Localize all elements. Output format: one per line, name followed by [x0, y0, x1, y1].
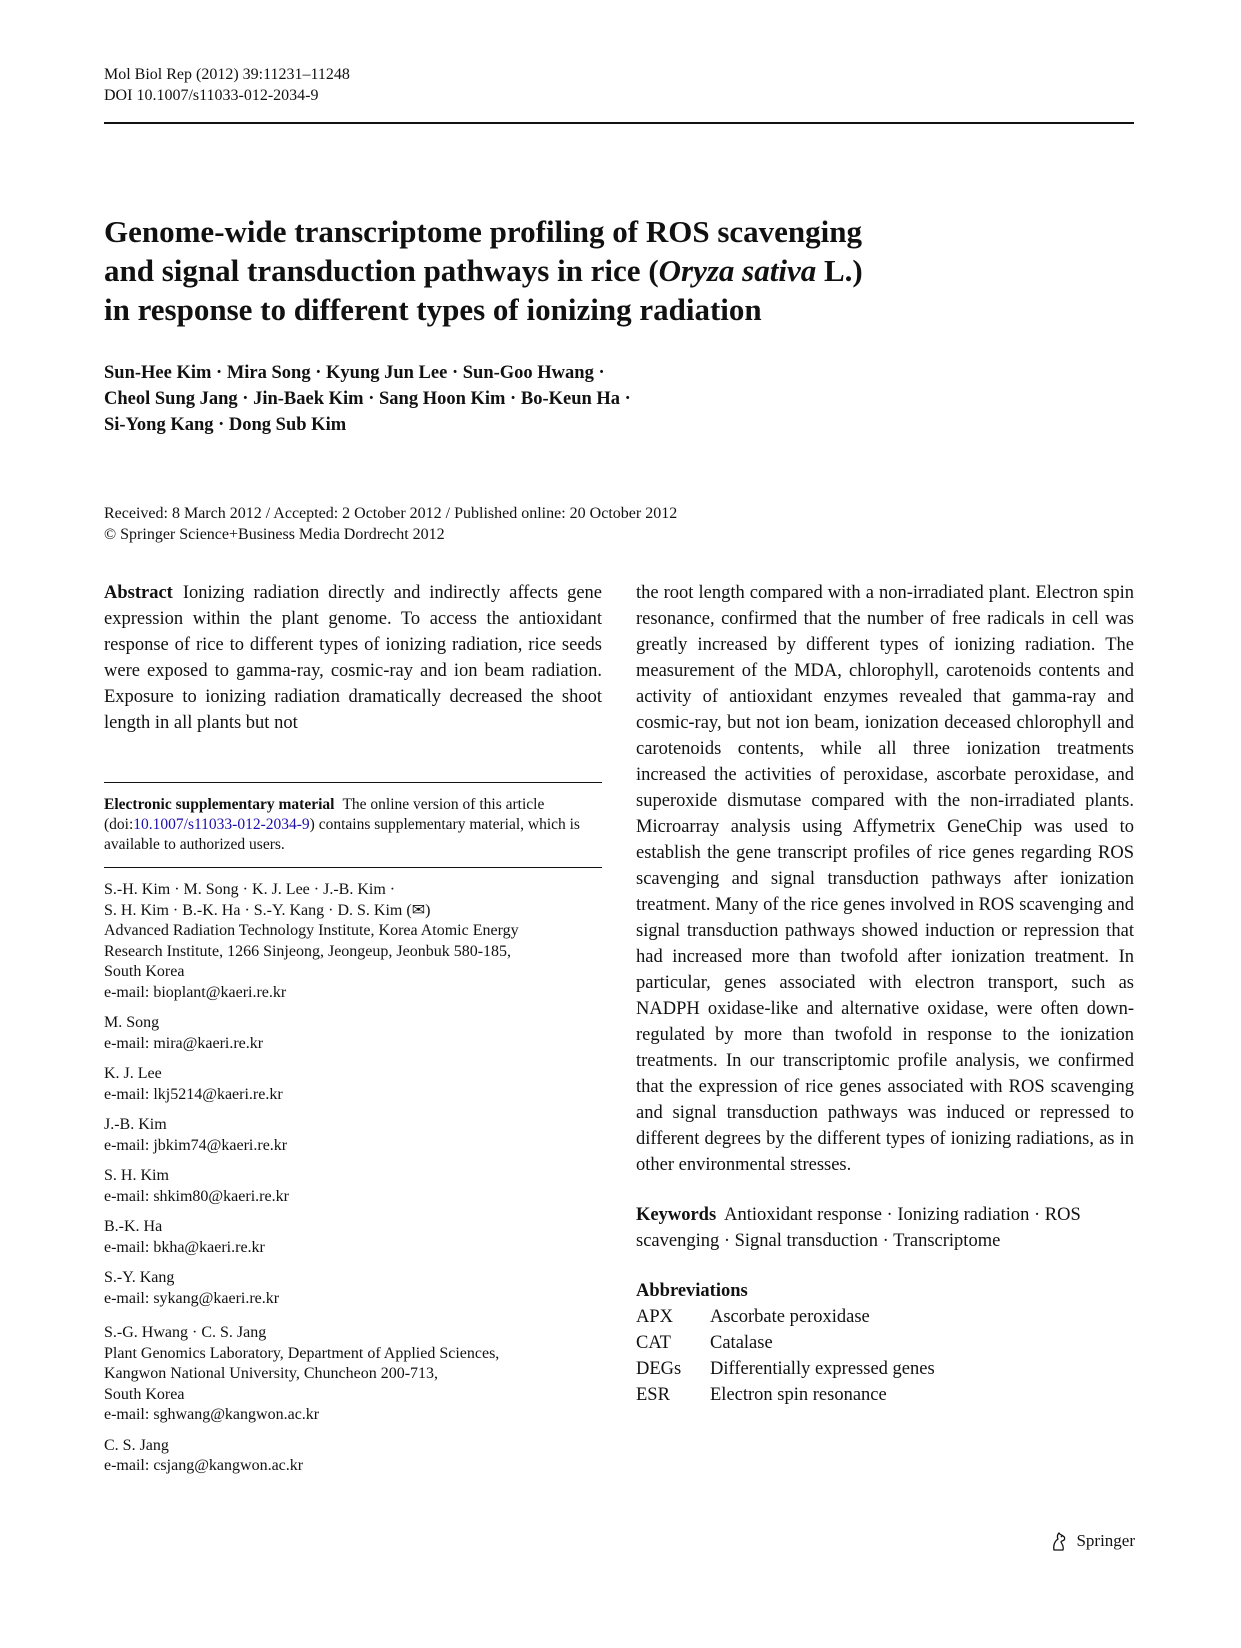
- esm-doi-link[interactable]: 10.1007/s11033-012-2034-9: [133, 816, 310, 833]
- title-line-1: Genome-wide transcriptome profiling of ROS scavenging: [104, 214, 863, 249]
- abbreviations: [636, 1278, 1134, 1408]
- esm-label: Electronic supplementary material: [104, 796, 335, 813]
- header-rule: [104, 122, 1134, 124]
- affiliation-inst-3: South Korea: [104, 1385, 185, 1403]
- abbreviation-full: Electron spin resonance: [710, 1385, 887, 1405]
- contact-email[interactable]: e-mail: shkim80@kaeri.re.kr: [104, 1187, 289, 1205]
- authors-line-3: Si-Yong Kang · Dong Sub Kim: [104, 415, 347, 435]
- abstract-label: Abstract: [104, 583, 173, 603]
- esm-text-b: ) contains supplementary material, which is available to authorized users.: [104, 816, 580, 853]
- abbreviation-key: ESR: [636, 1385, 670, 1405]
- affiliation-inst-1: Advanced Radiation Technology Institute, Korea Atomic Energy: [104, 922, 519, 939]
- contact-jang: [104, 1436, 602, 1477]
- abstract-right: the root length compared with a non-irradiated plant. Electron spin resonance, confirmed that the number of free radicals in cell was greatly increased by different types of ionizing radiation. The measurement of the MDA, chlorophyll, carotenoids contents and activity of antioxidant enzymes revealed that gamma-ray and cosmic-ray, but not ion beam, ionization deceased chlorophyll and carotenoids contents, while all three ionization treatments increased the activities of peroxidase, ascorbate peroxidase, and superoxide dismutase compared with the non-irradiated plants. Microarray analysis using Affymetrix GeneChip was used to establish the gene transcript profiles of rice genes regarding ROS scavenging and signal transduction pathways after ionization treatment. Many of the rice genes involved in ROS scavenging and signal transduction pathways showed induction or repression that had increased more than twofold after ionization treatment. In particular, genes associated with electron transport, such as NADPH oxidase-like and alternative oxidase, were often down-regulated by more than twofold in response to the ionization treatments. In our transcriptomic profile analysis, we confirmed that the expression of rice genes associated with ROS scavenging and signal transduction pathways was induced or repressed to different degrees by the different types of ionizing radiations, as in other environmental stresses.: [636, 583, 1134, 1175]
- esm-text-a: The online version of this article (doi:: [104, 796, 545, 833]
- contact-email[interactable]: e-mail: lkj5214@kaeri.re.kr: [104, 1085, 283, 1103]
- publication-history: [104, 503, 677, 545]
- contact-name: C. S. Jang: [104, 1436, 169, 1454]
- journal-reference: [104, 64, 350, 106]
- copyright: © Springer Science+Business Media Dordrecht 2012: [104, 526, 445, 543]
- contact-name: M. Song: [104, 1014, 160, 1031]
- affiliation-names: S.-G. Hwang · C. S. Jang: [104, 1324, 267, 1341]
- contact-name: S. H. Kim: [104, 1167, 169, 1184]
- affiliation-main: [104, 880, 602, 1003]
- title-species: Oryza sativa: [658, 253, 817, 288]
- affiliation-second: [104, 1323, 602, 1426]
- abbreviation-row: [636, 1330, 1134, 1356]
- abbreviation-row: [636, 1356, 1134, 1382]
- contact-song: [104, 1013, 602, 1054]
- contact-email[interactable]: e-mail: csjang@kangwon.ac.kr: [104, 1457, 304, 1474]
- abstract-left: [104, 580, 602, 736]
- abbreviation-key: DEGs: [636, 1359, 682, 1379]
- authors-line-1: Sun-Hee Kim · Mira Song · Kyung Jun Lee · Sun-Goo Hwang ·: [104, 363, 605, 383]
- abbreviation-row: [636, 1382, 1134, 1408]
- contact-name: K. J. Lee: [104, 1065, 162, 1082]
- affiliation-email[interactable]: e-mail: sghwang@kangwon.ac.kr: [104, 1406, 320, 1423]
- right-column: [636, 580, 1134, 1408]
- abbreviation-row: [636, 1304, 1134, 1330]
- contact-name: S.-Y. Kang: [104, 1269, 175, 1286]
- left-column: [104, 580, 602, 1487]
- contact-ha: [104, 1217, 602, 1258]
- affiliation-inst-2: Research Institute, 1266 Sinjeong, Jeongeup, Jeonbuk 580-185,: [104, 942, 512, 960]
- contact-name: J.-B. Kim: [104, 1116, 167, 1133]
- affiliation-inst-1: Plant Genomics Laboratory, Department of Applied Sciences,: [104, 1344, 500, 1362]
- contact-name: B.-K. Ha: [104, 1218, 163, 1235]
- publisher-mark: [1048, 1530, 1135, 1552]
- esm-rule-top: [104, 782, 602, 783]
- title-line-2-b: L.): [816, 253, 863, 288]
- keywords: [636, 1202, 1134, 1254]
- paper-title: [104, 212, 1034, 329]
- affiliation-names-1: S.-H. Kim · M. Song · K. J. Lee · J.-B. Kim ·: [104, 881, 396, 898]
- contact-sh-kim: [104, 1166, 602, 1207]
- history-dates: Received: 8 March 2012 / Accepted: 2 October 2012 / Published online: 20 October 2012: [104, 505, 678, 522]
- contact-lee: [104, 1064, 602, 1105]
- contact-email[interactable]: e-mail: mira@kaeri.re.kr: [104, 1034, 264, 1052]
- abbreviation-full: Differentially expressed genes: [710, 1359, 935, 1379]
- title-line-2-a: and signal transduction pathways in rice (: [104, 253, 659, 288]
- publisher-name: Springer: [1076, 1531, 1135, 1550]
- citation: Mol Biol Rep (2012) 39:11231–11248: [104, 66, 350, 83]
- contact-jb-kim: [104, 1115, 602, 1156]
- esm-rule-bottom: [104, 867, 602, 868]
- authors-line-2: Cheol Sung Jang · Jin-Baek Kim · Sang Hoon Kim · Bo-Keun Ha ·: [104, 389, 631, 409]
- affiliation-names-2: S. H. Kim · B.-K. Ha · S.-Y. Kang · D. S. Kim (✉): [104, 901, 431, 919]
- affiliation-inst-3: South Korea: [104, 963, 185, 980]
- abbreviation-full: Catalase: [710, 1333, 773, 1353]
- keywords-text: Antioxidant response · Ionizing radiation · ROS scavenging · Signal transduction · Transcriptome: [636, 1205, 1081, 1251]
- contact-email[interactable]: e-mail: bkha@kaeri.re.kr: [104, 1238, 265, 1256]
- abbreviation-key: APX: [636, 1307, 674, 1327]
- contact-email[interactable]: e-mail: sykang@kaeri.re.kr: [104, 1289, 280, 1307]
- contact-email[interactable]: e-mail: jbkim74@kaeri.re.kr: [104, 1136, 288, 1154]
- abbreviation-key: CAT: [636, 1333, 671, 1353]
- abstract-text-left: Ionizing radiation directly and indirectly affects gene expression within the plant genome. To access the antioxidant response of rice to different types of ionizing radiation, rice seeds were exposed to gamma-ray, cosmic-ray and ion beam radiation. Exposure to ionizing radiation dramatically decreased the shoot length in all plants but not: [104, 583, 602, 733]
- keywords-label: Keywords: [636, 1205, 717, 1225]
- springer-horse-icon: [1048, 1530, 1070, 1552]
- doi: DOI 10.1007/s11033-012-2034-9: [104, 87, 319, 104]
- title-line-2: [104, 251, 1034, 290]
- esm-note: [104, 795, 602, 855]
- abbreviation-full: Ascorbate peroxidase: [710, 1307, 870, 1327]
- title-line-3: in response to different types of ionizing radiation: [104, 292, 762, 327]
- affiliation-email[interactable]: e-mail: bioplant@kaeri.re.kr: [104, 983, 287, 1001]
- affiliation-inst-2: Kangwon National University, Chuncheon 200-713,: [104, 1365, 439, 1382]
- author-list: [104, 360, 1004, 438]
- abbreviations-title: Abbreviations: [636, 1281, 748, 1301]
- contact-kang: [104, 1268, 602, 1309]
